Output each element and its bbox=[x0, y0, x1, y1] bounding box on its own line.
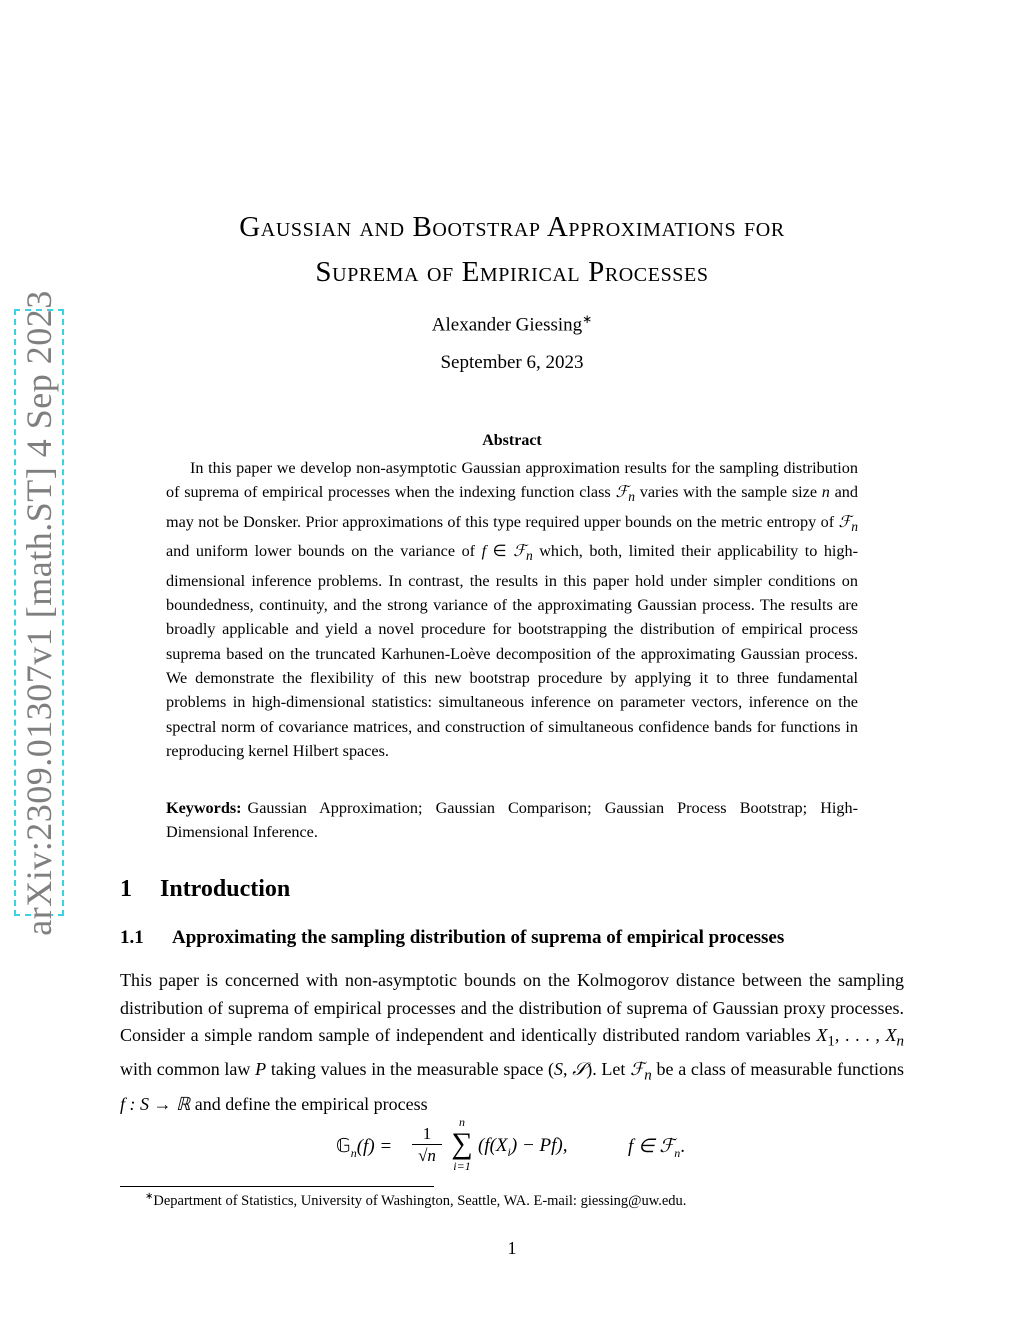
author-name: Alexander Giessing bbox=[431, 314, 583, 336]
subsection-title: Approximating the sampling distribution of suprema of empirical processes bbox=[172, 927, 785, 948]
section-title: Introduction bbox=[160, 876, 291, 902]
subsection-heading bbox=[120, 927, 784, 949]
footnote bbox=[145, 1191, 686, 1210]
title-line-2: Suprema of Empirical Processes bbox=[315, 256, 709, 288]
footnote-mark: ∗ bbox=[145, 1191, 154, 1202]
title-line-1: Gaussian and Bootstrap Approximations for bbox=[239, 211, 785, 243]
abstract-text: In this paper we develop non-asymptotic Gaussian approximation results for the sampling distribution of suprema of empirical processes when the indexing function class ℱ$_n$ varies with the sample size n and may not be Donsker. Prior approximations of this type required upper bounds on the metric entropy of ℱ$_n$ and uniform lower bounds on the variance of f ∈ ℱ$_n$ which, both, limited their applicability to high-dimensional inference problems. In contrast, the results in this paper hold under simpler conditions on boundedness, continuity, and the strong variance of the approximating Gaussian process. The results are broadly applicable and yield a novel procedure for bootstrapping the distribution of empirical process suprema based on the truncated Karhunen-Loève decomposition of the approximating Gaussian process. We demonstrate the flexibility of this new bootstrap procedure by applying it to three fundamental problems in high-dimensional statistics: simultaneous inference on parameter vectors, inference on the spectral norm of covariance matrices, and construction of simultaneous confidence bands for functions in reproducing kernel Hilbert spaces. bbox=[166, 459, 858, 760]
keywords-list: Gaussian Approximation; Gaussian Comparison; Gaussian Process Bootstrap; High-Dimensional Inference. bbox=[166, 799, 858, 842]
keywords bbox=[166, 796, 858, 845]
arxiv-stamp-text: arXiv:2309.01307v1 [math.ST] 4 Sep 2023 bbox=[19, 289, 59, 936]
abstract-heading: Abstract bbox=[482, 432, 542, 449]
page-number: 1 bbox=[507, 1238, 517, 1258]
arxiv-stamp bbox=[14, 289, 64, 936]
footnote-rule bbox=[120, 1186, 434, 1187]
intro-paragraph: This paper is concerned with non-asymptotic bounds on the Kolmogorov distance between the sampling distribution of suprema of empirical processes and the distribution of suprema of Gaussian proxy processes. Consider a simple random sample of independent and identically distributed random variables $X_1$, . . . , $X_n$ with common law P taking values in the measurable space (S, 𝒮). Let ℱ$_n$ be a class of measurable functions f : S → ℝ and define the empirical process bbox=[120, 970, 904, 1114]
paper-title bbox=[120, 205, 904, 295]
section-number: 1 bbox=[120, 876, 132, 902]
keywords-label: Keywords: bbox=[166, 799, 242, 817]
footnote-text: Department of Statistics, University of Washington, Seattle, WA. E-mail: giessing@uw.edu. bbox=[153, 1192, 687, 1209]
subsection-number: 1.1 bbox=[120, 927, 144, 948]
empirical-process-equation: 𝔾$_n$(f) = 1 √n n ∑ i=1 $(f(X_i) - Pf)$, f ∈ ℱ$_n$. bbox=[336, 1115, 686, 1173]
author-footnote-mark: ∗ bbox=[582, 312, 593, 326]
author bbox=[120, 312, 904, 336]
date: September 6, 2023 bbox=[440, 352, 584, 373]
section-heading bbox=[120, 876, 290, 903]
